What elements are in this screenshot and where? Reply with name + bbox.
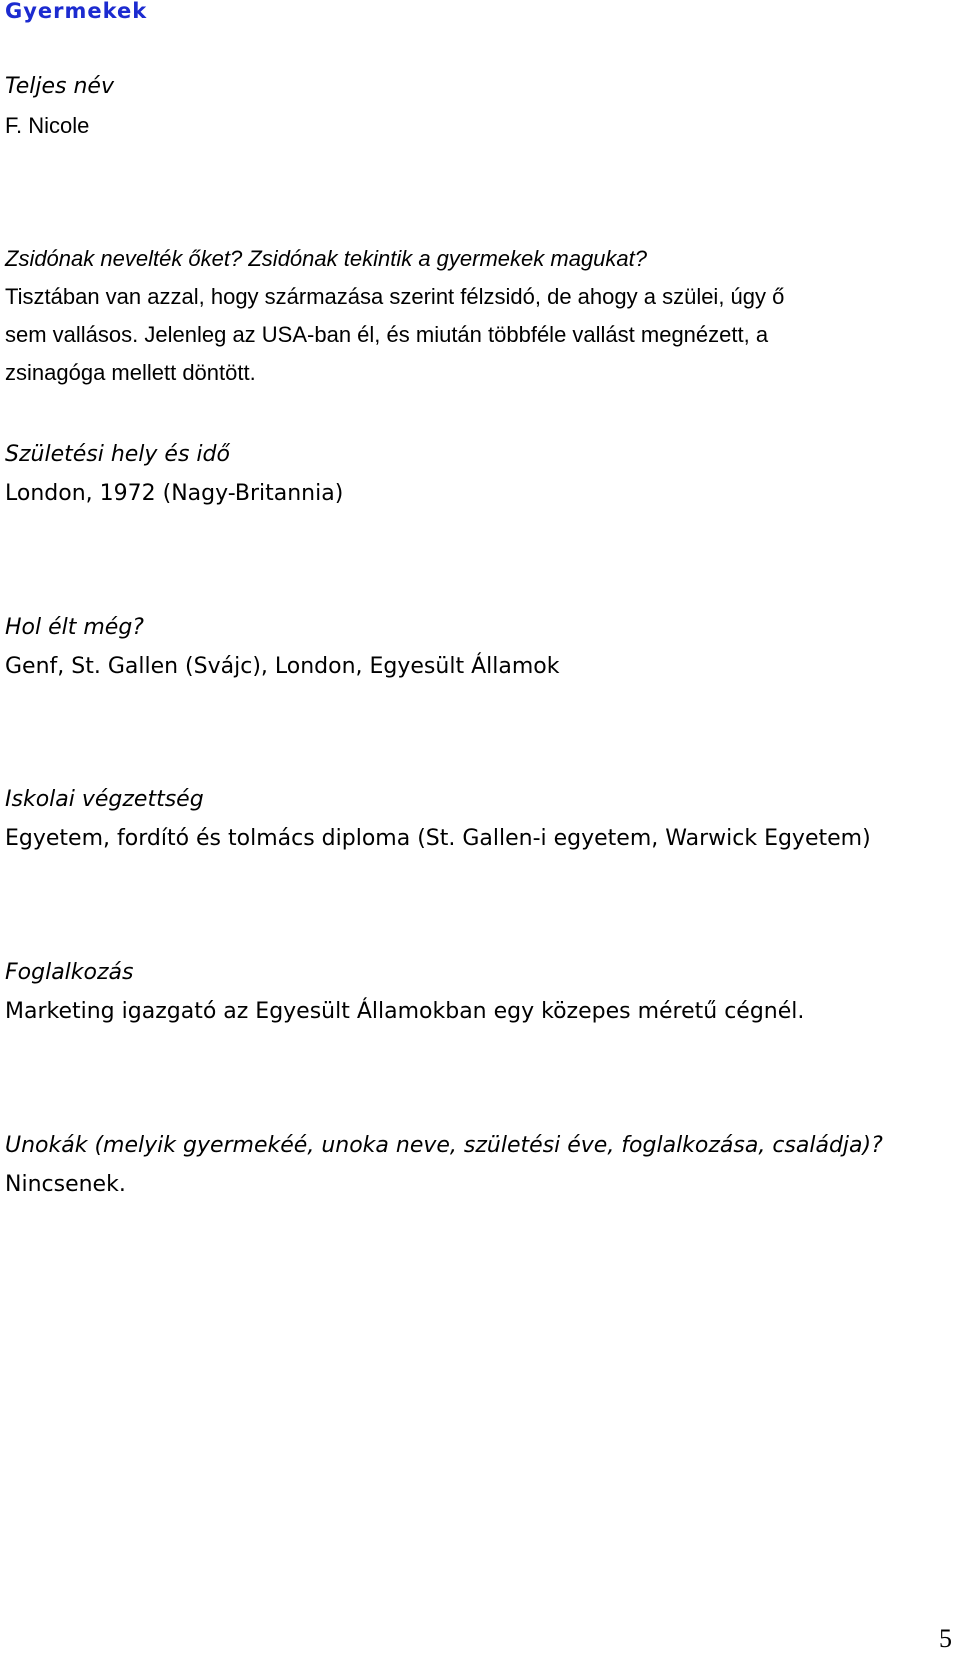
field-answer-line: Tisztában van azzal, hogy származása szerint félzsidó, de ahogy a szülei, úgy ő: [5, 284, 785, 309]
field-question-other-residences: Hol élt még?: [5, 615, 144, 640]
field-question-jewish-upbringing: Zsidónak nevelték őket? Zsidónak tekintik a gyermekek magukat?: [5, 246, 647, 271]
field-question-grandchildren: Unokák (melyik gyermekéé, unoka neve, születési éve, foglalkozása, családja)?: [5, 1133, 883, 1158]
section-title: Gyermekek: [5, 0, 148, 23]
field-answer-line: zsinagóga mellett döntött.: [5, 360, 256, 385]
field-answer-occupation: Marketing igazgató az Egyesült Államokban egy közepes méretű cégnél.: [5, 999, 805, 1024]
field-question-education: Iskolai végzettség: [5, 787, 204, 812]
field-answer-birthplace: London, 1972 (Nagy-Britannia): [5, 481, 344, 506]
field-question-occupation: Foglalkozás: [5, 960, 134, 985]
field-answer-other-residences: Genf, St. Gallen (Svájc), London, Egyesült Államok: [5, 654, 560, 679]
field-question-full-name: Teljes név: [5, 74, 114, 99]
field-answer-grandchildren: Nincsenek.: [5, 1172, 126, 1197]
field-answer-full-name: F. Nicole: [5, 113, 90, 138]
page-number: 5: [939, 1624, 952, 1653]
field-answer-line: sem vallásos. Jelenleg az USA-ban él, és miután többféle vallást megnézett, a: [5, 322, 769, 347]
field-block-jewish-upbringing: [5, 240, 935, 392]
field-question-birthplace: Születési hely és idő: [5, 442, 230, 467]
field-answer-education: Egyetem, fordító és tolmács diploma (St. Gallen-i egyetem, Warwick Egyetem): [5, 826, 871, 851]
